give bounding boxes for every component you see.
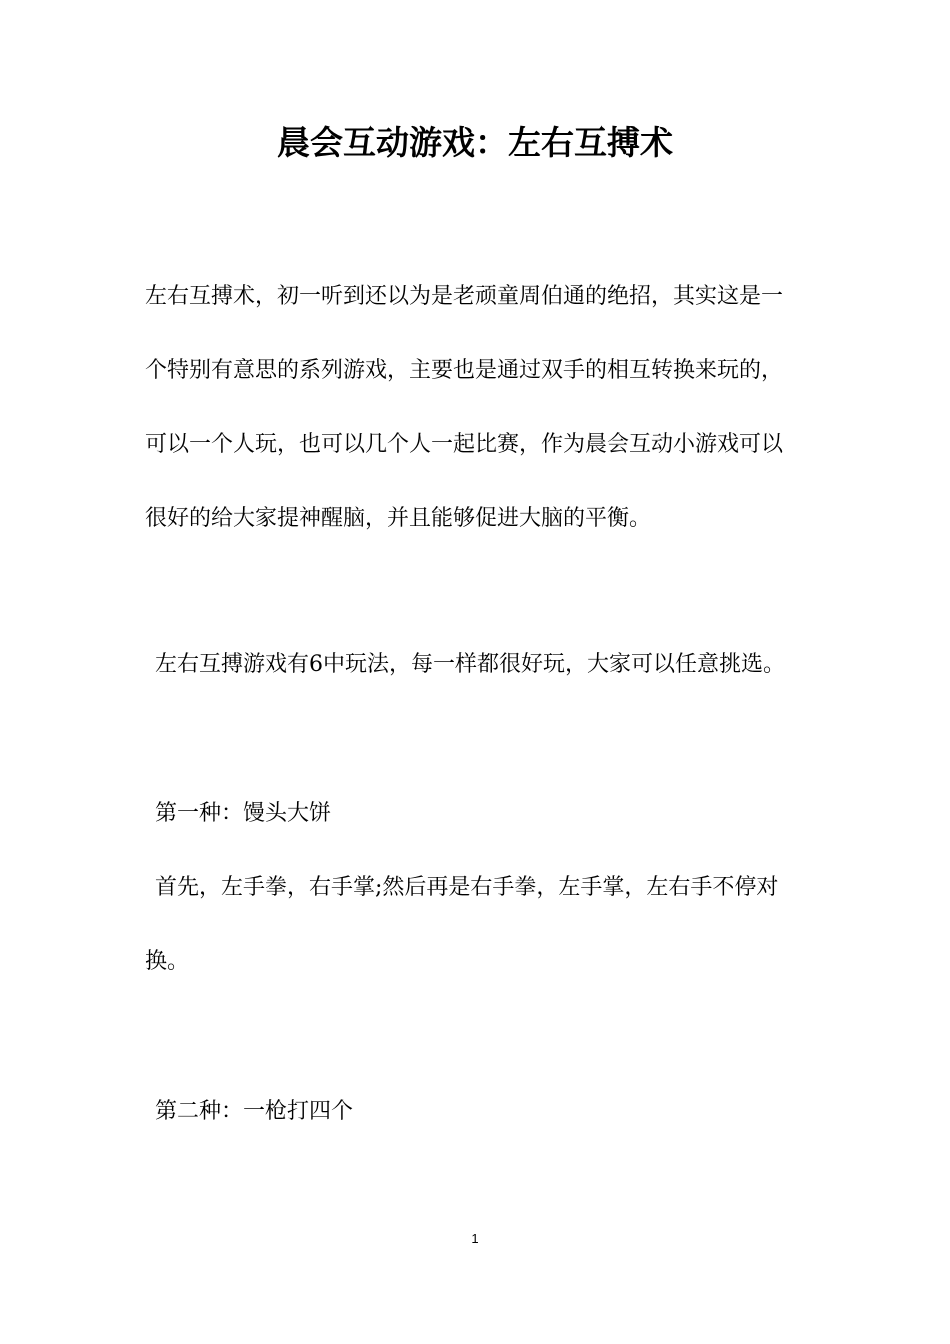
method1-paragraph xyxy=(145,851,815,999)
method1-line: 首先，左手拳，右手掌;然后再是右手拳，左手掌，左右手不停对 xyxy=(155,875,779,900)
intro-line: 可以一个人玩，也可以几个人一起比赛，作为晨会互动小游戏可以 xyxy=(145,432,784,457)
intro-line: 左右互搏术，初一听到还以为是老顽童周伯通的绝招，其实这是一 xyxy=(145,284,784,309)
method1-heading xyxy=(145,777,815,851)
intro-line: 个特别有意思的系列游戏，主要也是通过双手的相互转换来玩的， xyxy=(145,358,784,383)
summary-line: 左右互搏游戏有6中玩法，每一样都很好玩，大家可以任意挑选。 xyxy=(155,652,785,677)
intro-line: 很好的给大家提神醒脑，并且能够促进大脑的平衡。 xyxy=(145,506,652,531)
page-title: 晨会互动游戏：左右互搏术 xyxy=(277,123,673,162)
intro-paragraph xyxy=(145,260,815,556)
method2-heading xyxy=(145,1075,815,1149)
summary-paragraph xyxy=(145,628,815,702)
method2-heading-text: 第二种：一枪打四个 xyxy=(155,1099,354,1124)
method1-heading-text: 第一种：馒头大饼 xyxy=(155,801,332,826)
page-number: 1 xyxy=(471,1231,479,1246)
method1-line: 换。 xyxy=(145,949,190,974)
